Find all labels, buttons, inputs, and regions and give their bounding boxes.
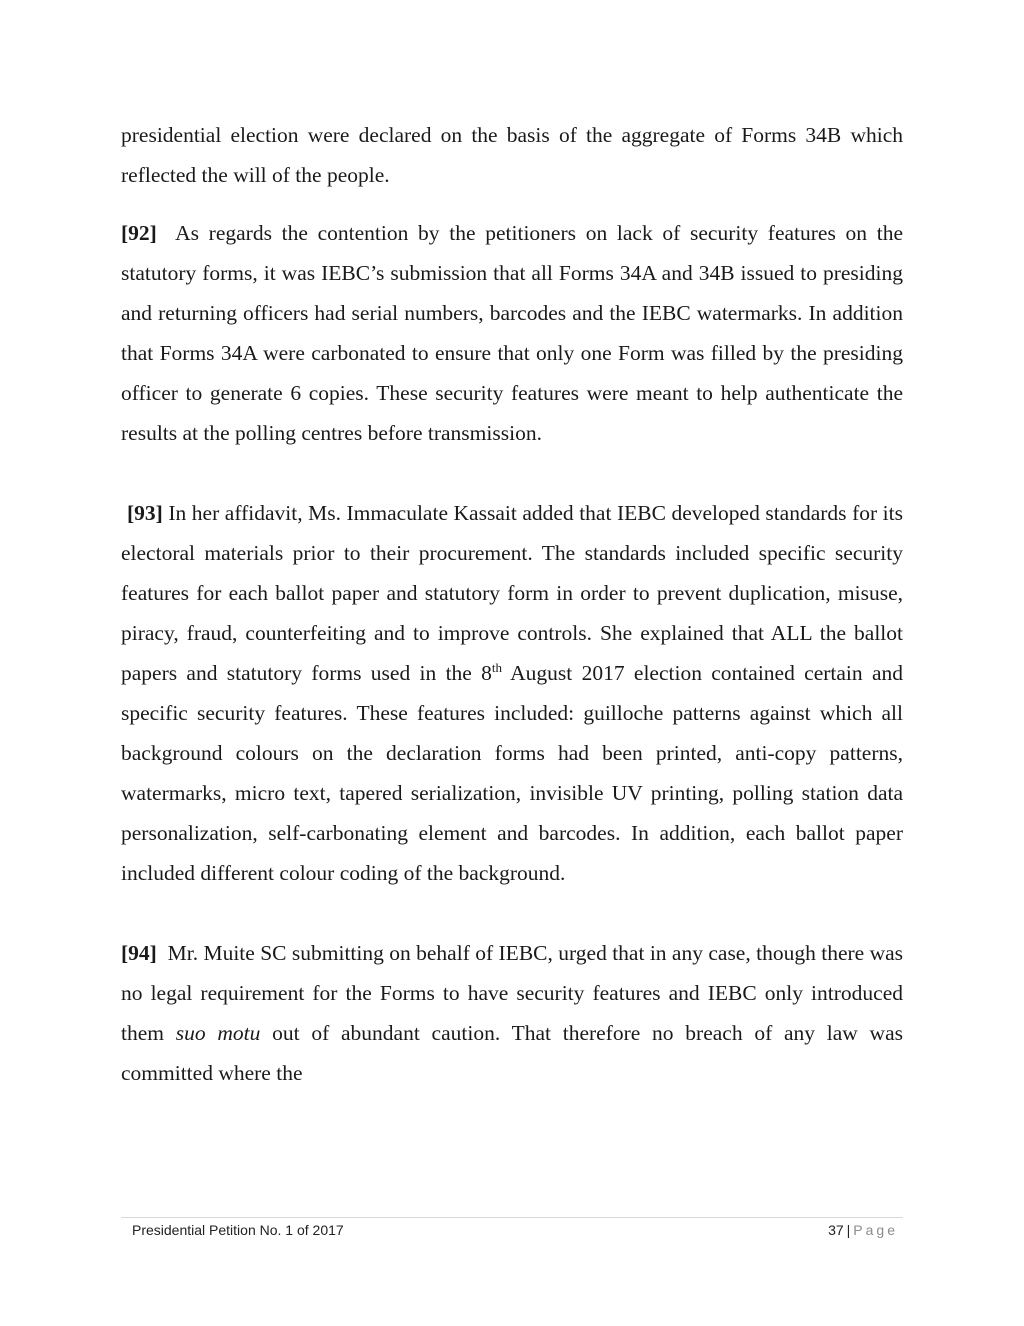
paragraph-intro: presidential election were declared on the basis of the aggregate of Forms 34B which reflected the will of the people. xyxy=(121,123,903,187)
footer-divider xyxy=(121,1217,903,1218)
page-separator: | xyxy=(846,1222,851,1238)
paragraph-93 xyxy=(121,493,903,893)
page-footer xyxy=(132,1222,898,1238)
paragraph-92 xyxy=(121,213,903,453)
paragraph-text-continued: out of abundant caution. That therefore no breach of any law was committed where the xyxy=(121,1021,903,1085)
paragraph-number: [93] xyxy=(127,501,163,525)
document-body xyxy=(121,115,903,1093)
page-label: Page xyxy=(853,1222,898,1238)
paragraph-text: In her affidavit, Ms. Immaculate Kassait added that IEBC developed standards for its electoral materials prior to their procurement. The standards included specific security features for each ballot paper and statutory form in order to prevent duplication, misuse, piracy, fraud, counterfeiting and to improve controls. She explained that ALL the ballot papers and statutory forms used in the 8 xyxy=(121,501,903,685)
ordinal-superscript: th xyxy=(491,659,503,675)
latin-phrase: suo motu xyxy=(175,1021,261,1045)
paragraph-text: Mr. Muite SC submitting on behalf of IEBC, urged that in any case, though there was no legal requirement for the Forms to have security features and IEBC only introduced them xyxy=(121,941,904,1045)
paragraph-number: [94] xyxy=(121,941,157,965)
footer-page-info xyxy=(828,1222,898,1238)
footer-case-title: Presidential Petition No. 1 of 2017 xyxy=(132,1222,344,1238)
paragraph-number: [92] xyxy=(121,221,157,245)
paragraph-94 xyxy=(121,933,903,1093)
page-number: 37 xyxy=(828,1222,844,1238)
paragraph-text: As regards the contention by the petitioners on lack of security features on the statutory forms, it was IEBC’s submission that all Forms 34A and 34B issued to presiding and returning officers had serial numbers, barcodes and the IEBC watermarks. In addition that Forms 34A were carbonated to ensure that only one Form was filled by the presiding officer to generate 6 copies. These security features were meant to help authenticate the results at the polling centres before transmission. xyxy=(121,221,903,445)
paragraph-text-continued: August 2017 election contained certain and specific security features. These features included: guilloche patterns against which all background colours on the declaration forms had been printed, anti-copy patterns, watermarks, micro text, tapered serialization, invisible UV printing, polling station data personalization, self-carbonating element and barcodes. In addition, each ballot paper included different colour coding of the background. xyxy=(121,661,903,885)
